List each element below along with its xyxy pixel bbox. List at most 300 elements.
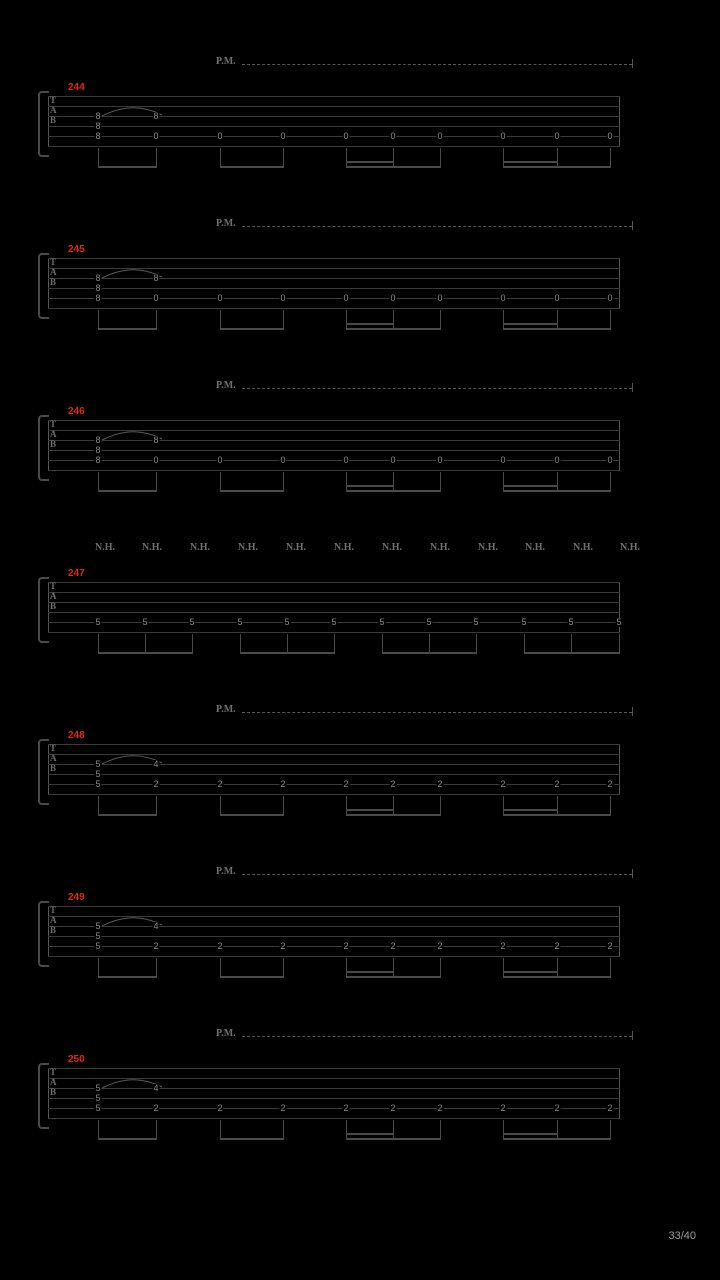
note-stem — [440, 148, 441, 168]
note-stem — [98, 796, 99, 816]
tab-note: 0 — [607, 131, 613, 141]
staff-line — [48, 460, 620, 461]
tab-note: 0 — [607, 293, 613, 303]
note-beam — [346, 166, 440, 168]
tab-note: 0 — [217, 455, 223, 465]
note-stem — [571, 634, 572, 654]
note-stem — [524, 634, 525, 654]
tab-note: 5 — [95, 931, 101, 941]
tab-clef-letter: B — [50, 925, 57, 935]
note-stem — [610, 148, 611, 168]
note-beam — [98, 490, 156, 492]
note-stem — [156, 472, 157, 492]
staff-line — [48, 774, 620, 775]
tab-note: 0 — [607, 455, 613, 465]
tab-note: 5 — [95, 779, 101, 789]
tab-note: 2 — [500, 941, 506, 951]
nh-row — [0, 542, 720, 554]
tab-note: 5 — [95, 1103, 101, 1113]
nh-label: N.H. — [238, 542, 258, 553]
note-stem — [346, 1120, 347, 1140]
tab-note: 5 — [142, 617, 148, 627]
tab-note: 0 — [554, 131, 560, 141]
note-stem — [393, 472, 394, 492]
note-beam-secondary — [346, 971, 393, 973]
tab-note-slur-target: 8 — [153, 111, 159, 121]
tab-note: 0 — [500, 131, 506, 141]
tab-note: 8 — [95, 121, 101, 131]
pm-end-tick — [632, 869, 633, 878]
tab-note: 2 — [217, 941, 223, 951]
note-stem — [346, 472, 347, 492]
note-stem — [610, 310, 611, 330]
tab-note: 0 — [280, 131, 286, 141]
pm-label: P.M. — [216, 1028, 236, 1039]
pm-dashed-line — [242, 388, 632, 389]
nh-label: N.H. — [573, 542, 593, 553]
pm-dashed-line — [242, 874, 632, 875]
note-stem — [220, 148, 221, 168]
tab-note: 0 — [343, 293, 349, 303]
pm-label: P.M. — [216, 218, 236, 229]
tab-note-slur-target: 4 — [153, 759, 159, 769]
pm-marking — [216, 1028, 636, 1040]
staff-line — [48, 632, 620, 633]
tab-note: 2 — [153, 941, 159, 951]
tab-clef-letter: B — [50, 601, 57, 611]
tab-note: 5 — [95, 1093, 101, 1103]
staff-line — [48, 1068, 620, 1069]
note-beam-secondary — [346, 485, 393, 487]
tab-clef-letter: B — [50, 1087, 57, 1097]
tab-note: 0 — [153, 293, 159, 303]
tab-note: 5 — [95, 617, 101, 627]
pm-dashed-line — [242, 64, 632, 65]
note-stem — [156, 310, 157, 330]
measure-number: 245 — [68, 244, 85, 255]
tab-note: 8 — [95, 283, 101, 293]
note-stem — [382, 634, 383, 654]
pm-marking — [216, 380, 636, 392]
staff-line — [48, 258, 620, 259]
tab-clef-letter: B — [50, 439, 57, 449]
note-stem — [156, 958, 157, 978]
note-stem — [156, 796, 157, 816]
note-stem — [619, 634, 620, 654]
staff-line — [48, 96, 620, 97]
tab-note: 2 — [390, 1103, 396, 1113]
tab-clef — [50, 581, 62, 611]
note-stem — [440, 310, 441, 330]
tab-note: 8 — [95, 111, 101, 121]
tab-note: 8 — [95, 435, 101, 445]
note-beam-secondary — [503, 161, 557, 163]
note-beam — [240, 652, 334, 654]
tab-clef-letter: B — [50, 277, 57, 287]
note-stem — [610, 472, 611, 492]
tab-note: 2 — [390, 941, 396, 951]
note-stem — [220, 958, 221, 978]
tab-clef-letter: T — [50, 257, 57, 267]
nh-label: N.H. — [142, 542, 162, 553]
tab-note: 5 — [95, 759, 101, 769]
note-stem — [503, 958, 504, 978]
tab-note: 0 — [390, 293, 396, 303]
nh-label: N.H. — [190, 542, 210, 553]
nh-label: N.H. — [430, 542, 450, 553]
tab-clef-letter: A — [50, 591, 57, 601]
tab-note-slur-target: 4 — [153, 1083, 159, 1093]
tab-note: 0 — [280, 455, 286, 465]
tab-note: 2 — [343, 1103, 349, 1113]
nh-label: N.H. — [620, 542, 640, 553]
tab-clef-letter: A — [50, 1077, 57, 1087]
note-stem — [98, 148, 99, 168]
pm-end-tick — [632, 383, 633, 392]
note-stem — [192, 634, 193, 654]
staff-line — [48, 298, 620, 299]
staff-line — [48, 936, 620, 937]
note-beam-secondary — [503, 485, 557, 487]
tab-clef-letter: T — [50, 905, 57, 915]
note-beam — [220, 328, 283, 330]
staff-line — [48, 136, 620, 137]
note-beam — [220, 976, 283, 978]
measure-number: 248 — [68, 730, 85, 741]
note-stem — [98, 310, 99, 330]
tab-note: 8 — [95, 131, 101, 141]
note-stem — [557, 148, 558, 168]
measure-number: 244 — [68, 82, 85, 93]
tab-note: 0 — [390, 455, 396, 465]
note-beam — [98, 814, 156, 816]
page-number: 33/40 — [668, 1230, 696, 1242]
tab-note: 2 — [437, 779, 443, 789]
tab-note: 2 — [500, 1103, 506, 1113]
tab-note: 2 — [607, 779, 613, 789]
tab-clef-letter: T — [50, 1067, 57, 1077]
staff-line — [48, 612, 620, 613]
tab-note: 8 — [95, 293, 101, 303]
note-stem — [98, 1120, 99, 1140]
pm-label: P.M. — [216, 380, 236, 391]
note-stem — [557, 958, 558, 978]
tab-clef-letter: A — [50, 753, 57, 763]
note-stem — [98, 958, 99, 978]
note-stem — [503, 148, 504, 168]
note-beam-secondary — [346, 1133, 393, 1135]
tab-clef-letter: A — [50, 429, 57, 439]
pm-end-tick — [632, 1031, 633, 1040]
measure-number: 246 — [68, 406, 85, 417]
tab-note: 2 — [437, 1103, 443, 1113]
tab-note: 0 — [500, 455, 506, 465]
staff-line — [48, 146, 620, 147]
note-stem — [476, 634, 477, 654]
tab-note: 0 — [343, 131, 349, 141]
tab-clef-letter: A — [50, 105, 57, 115]
measure-number: 247 — [68, 568, 85, 579]
pm-marking — [216, 704, 636, 716]
tab-note: 5 — [426, 617, 432, 627]
note-stem — [283, 796, 284, 816]
pm-label: P.M. — [216, 704, 236, 715]
pm-label: P.M. — [216, 866, 236, 877]
note-beam-secondary — [503, 1133, 557, 1135]
note-stem — [145, 634, 146, 654]
staff-line — [48, 592, 620, 593]
tab-note: 0 — [217, 131, 223, 141]
note-stem — [346, 148, 347, 168]
note-beam-secondary — [503, 323, 557, 325]
note-stem — [393, 958, 394, 978]
note-beam — [346, 976, 440, 978]
tab-clef — [50, 257, 62, 287]
tab-note: 2 — [554, 941, 560, 951]
note-stem — [557, 796, 558, 816]
nh-label: N.H. — [478, 542, 498, 553]
tab-note: 5 — [616, 617, 622, 627]
tab-note: 2 — [500, 779, 506, 789]
staff-line — [48, 126, 620, 127]
note-stem — [557, 472, 558, 492]
note-beam — [220, 1138, 283, 1140]
tab-clef — [50, 1067, 62, 1097]
staff-line — [48, 1108, 620, 1109]
tab-clef — [50, 905, 62, 935]
tab-note: 2 — [607, 941, 613, 951]
tab-note: 8 — [95, 445, 101, 455]
note-beam-secondary — [503, 971, 557, 973]
tab-note: 2 — [217, 1103, 223, 1113]
note-stem — [393, 148, 394, 168]
pm-dashed-line — [242, 712, 632, 713]
note-stem — [557, 310, 558, 330]
pm-dashed-line — [242, 226, 632, 227]
tab-note: 0 — [153, 131, 159, 141]
note-beam-secondary — [503, 809, 557, 811]
tab-note: 2 — [280, 941, 286, 951]
nh-label: N.H. — [334, 542, 354, 553]
tab-note: 5 — [95, 921, 101, 931]
measure-number: 249 — [68, 892, 85, 903]
tab-note: 5 — [284, 617, 290, 627]
note-beam — [503, 490, 610, 492]
tab-note: 0 — [153, 455, 159, 465]
pm-dashed-line — [242, 1036, 632, 1037]
note-beam — [220, 814, 283, 816]
tab-note: 0 — [554, 293, 560, 303]
tab-note: 5 — [568, 617, 574, 627]
pm-marking — [216, 866, 636, 878]
tab-note: 2 — [217, 779, 223, 789]
staff-line — [48, 946, 620, 947]
note-stem — [220, 310, 221, 330]
tab-note: 5 — [473, 617, 479, 627]
note-stem — [346, 310, 347, 330]
note-beam — [503, 1138, 610, 1140]
note-stem — [440, 472, 441, 492]
staff-line — [48, 1098, 620, 1099]
tab-note: 2 — [554, 1103, 560, 1113]
staff-line — [48, 784, 620, 785]
note-beam — [98, 652, 192, 654]
note-beam — [98, 1138, 156, 1140]
note-stem — [156, 148, 157, 168]
staff-line — [48, 1118, 620, 1119]
note-beam — [346, 814, 440, 816]
note-beam — [503, 814, 610, 816]
staff-line — [48, 308, 620, 309]
tab-note: 5 — [521, 617, 527, 627]
nh-label: N.H. — [525, 542, 545, 553]
tab-note-slur-target: 8 — [153, 435, 159, 445]
note-beam — [220, 166, 283, 168]
tab-note: 2 — [280, 1103, 286, 1113]
note-beam-secondary — [346, 323, 393, 325]
note-beam — [98, 976, 156, 978]
note-stem — [220, 472, 221, 492]
staff-line — [48, 602, 620, 603]
nh-label: N.H. — [95, 542, 115, 553]
pm-marking — [216, 218, 636, 230]
note-beam — [524, 652, 619, 654]
pm-marking — [216, 56, 636, 68]
tab-note: 0 — [437, 293, 443, 303]
tab-note: 2 — [153, 779, 159, 789]
pm-label: P.M. — [216, 56, 236, 67]
note-beam — [346, 328, 440, 330]
tab-note: 0 — [390, 131, 396, 141]
tab-note: 5 — [189, 617, 195, 627]
note-stem — [503, 472, 504, 492]
note-stem — [283, 310, 284, 330]
note-beam-secondary — [346, 161, 393, 163]
nh-label: N.H. — [286, 542, 306, 553]
tab-clef — [50, 95, 62, 125]
note-stem — [610, 958, 611, 978]
tab-note: 8 — [95, 455, 101, 465]
note-stem — [557, 1120, 558, 1140]
pm-end-tick — [632, 707, 633, 716]
note-stem — [220, 796, 221, 816]
note-stem — [610, 1120, 611, 1140]
staff-line — [48, 470, 620, 471]
tab-note-slur-target: 8 — [153, 273, 159, 283]
tab-note: 5 — [95, 1083, 101, 1093]
note-stem — [156, 1120, 157, 1140]
tab-note: 2 — [280, 779, 286, 789]
pm-end-tick — [632, 221, 633, 230]
note-stem — [220, 1120, 221, 1140]
tab-note: 5 — [331, 617, 337, 627]
note-stem — [393, 1120, 394, 1140]
tab-note: 0 — [554, 455, 560, 465]
note-beam — [346, 1138, 440, 1140]
note-beam — [98, 328, 156, 330]
note-beam — [382, 652, 476, 654]
tab-clef-letter: B — [50, 115, 57, 125]
note-beam-secondary — [346, 809, 393, 811]
staff-line — [48, 744, 620, 745]
note-beam — [346, 490, 440, 492]
staff-line — [48, 956, 620, 957]
note-stem — [334, 634, 335, 654]
staff-line — [48, 450, 620, 451]
tab-clef-letter: T — [50, 419, 57, 429]
tab-note: 2 — [390, 779, 396, 789]
note-stem — [610, 796, 611, 816]
tab-note: 0 — [437, 131, 443, 141]
tab-clef-letter: T — [50, 743, 57, 753]
nh-label: N.H. — [382, 542, 402, 553]
note-stem — [393, 796, 394, 816]
note-stem — [440, 1120, 441, 1140]
note-stem — [503, 310, 504, 330]
note-stem — [440, 958, 441, 978]
tab-clef — [50, 743, 62, 773]
note-stem — [98, 472, 99, 492]
staff-line — [48, 794, 620, 795]
tab-note: 5 — [237, 617, 243, 627]
note-stem — [393, 310, 394, 330]
tab-note: 2 — [554, 779, 560, 789]
note-stem — [283, 958, 284, 978]
staff-line — [48, 906, 620, 907]
tab-clef-letter: A — [50, 267, 57, 277]
note-beam — [220, 490, 283, 492]
staff-line — [48, 420, 620, 421]
note-stem — [429, 634, 430, 654]
note-stem — [503, 796, 504, 816]
note-stem — [440, 796, 441, 816]
note-beam — [503, 328, 610, 330]
tab-clef — [50, 419, 62, 449]
note-stem — [283, 1120, 284, 1140]
tab-note: 8 — [95, 273, 101, 283]
tab-note: 2 — [153, 1103, 159, 1113]
note-beam — [98, 166, 156, 168]
tab-note: 0 — [280, 293, 286, 303]
tab-note-slur-target: 4 — [153, 921, 159, 931]
note-beam — [503, 166, 610, 168]
tab-clef-letter: B — [50, 763, 57, 773]
note-stem — [240, 634, 241, 654]
pm-end-tick — [632, 59, 633, 68]
tab-clef-letter: T — [50, 95, 57, 105]
staff-line — [48, 288, 620, 289]
tab-note: 5 — [95, 941, 101, 951]
note-stem — [283, 148, 284, 168]
tab-note: 2 — [437, 941, 443, 951]
staff-line — [48, 582, 620, 583]
tab-note: 0 — [217, 293, 223, 303]
tab-note: 0 — [500, 293, 506, 303]
tab-clef-letter: T — [50, 581, 57, 591]
tab-note: 5 — [379, 617, 385, 627]
tab-note: 2 — [343, 941, 349, 951]
note-stem — [346, 958, 347, 978]
tab-note: 2 — [607, 1103, 613, 1113]
measure-number: 250 — [68, 1054, 85, 1065]
note-stem — [503, 1120, 504, 1140]
note-beam — [503, 976, 610, 978]
note-stem — [346, 796, 347, 816]
note-stem — [287, 634, 288, 654]
tab-note: 0 — [437, 455, 443, 465]
tab-note: 2 — [343, 779, 349, 789]
tab-clef-letter: A — [50, 915, 57, 925]
